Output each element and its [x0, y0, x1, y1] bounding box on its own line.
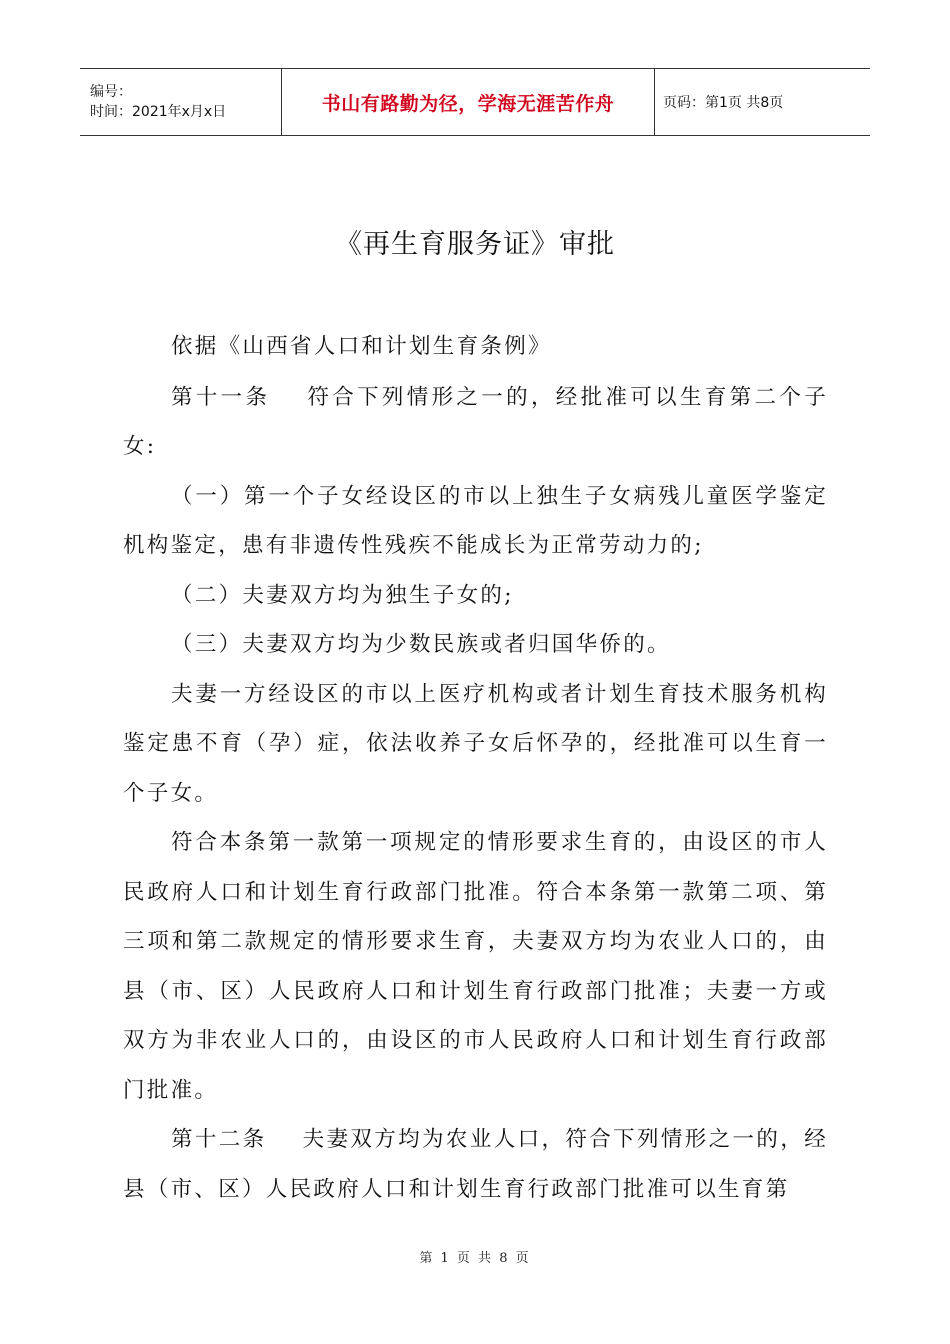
article-11-body: 符合下列情形之一的，经批准可以生育第二个子女:	[123, 384, 828, 459]
document-title: 《再生育服务证》审批	[335, 229, 615, 260]
header-page-cell	[655, 69, 870, 135]
page-footer: 第 1 页 共 8 页	[419, 1251, 531, 1266]
document-body	[123, 322, 828, 1214]
time-label: 时间：2021年x月x日	[90, 104, 227, 120]
article-12-heading: 第十二条	[171, 1127, 267, 1152]
header-motto-cell	[282, 69, 655, 135]
motto-text: 书山有路勤为径，学海无涯苦作舟	[321, 92, 615, 115]
article-12-body: 夫妻双方均为农业人口，符合下列情形之一的，经县（市、区）人民政府人口和计划生育行政部门批准可以生育第	[123, 1127, 828, 1202]
page-info: 页码：第1页 共8页	[663, 95, 784, 111]
number-label: 编号：	[90, 84, 132, 100]
paragraph-item-2: （二）夫妻双方均为独生子女的;	[171, 582, 514, 608]
document-header	[80, 68, 870, 136]
paragraph-item-3: （三）夫妻双方均为少数民族或者归国华侨的。	[171, 632, 671, 657]
paragraph-article-11	[123, 373, 828, 472]
paragraph-article-12	[123, 1115, 828, 1214]
paragraph-basis: 依据《山西省人口和计划生育条例》	[171, 334, 552, 359]
paragraph-infertility: 夫妻一方经设区的市以上医疗机构或者计划生育技术服务机构鉴定患不育（孕）症，依法收养子女后怀孕的，经批准可以生育一个子女。	[123, 681, 828, 806]
header-meta-cell	[80, 69, 282, 135]
paragraph-item-1: （一）第一个子女经设区的市以上独生子女病残儿童医学鉴定机构鉴定，患有非遗传性残疾不能成长为正常劳动力的;	[123, 483, 828, 558]
article-11-heading: 第十一条	[171, 384, 271, 410]
paragraph-approval: 符合本条第一款第一项规定的情形要求生育的，由设区的市人民政府人口和计划生育行政部门批准。符合本条第一款第二项、第三项和第二款规定的情形要求生育，夫妻双方均为农业人口的，由县（市、区）人民政府人口和计划生育行政部门批准；夫妻一方或双方为非农业人口的，由设区的市人民政府人口和计划生育行政部门批准。	[123, 830, 828, 1103]
